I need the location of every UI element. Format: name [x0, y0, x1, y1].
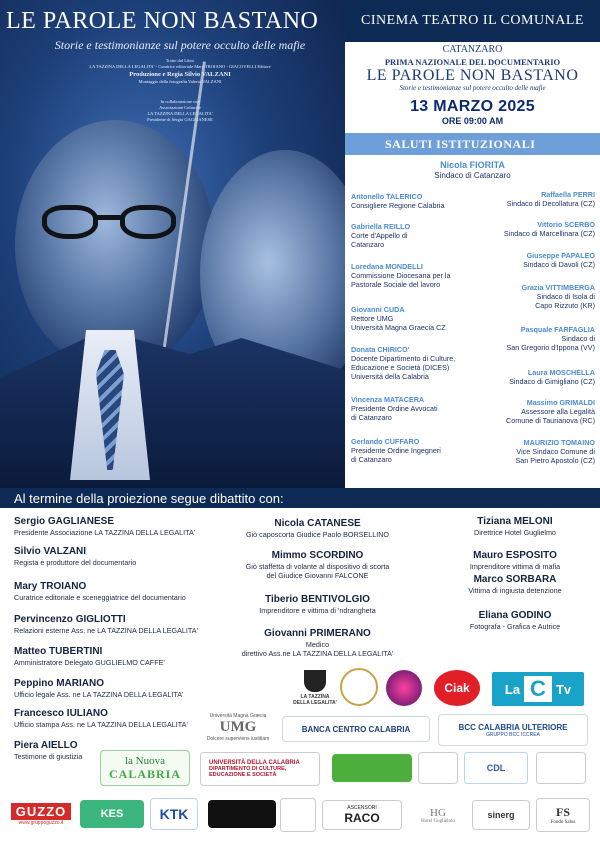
debate-person: Peppino MARIANO Ufficio legale Ass. ne LA TAZZINA DELLA LEGALITA': [14, 678, 184, 699]
lac-tv-logo: La C Tv: [492, 672, 584, 706]
guest-item: Laura MOSCHELLA Sindaco di Gimigliano (CZ): [509, 368, 595, 386]
guest-item: MAURIZIO TOMAINO Vice Sindaco Comune di San Pietro Apostolo (CZ): [515, 438, 595, 465]
cinema-name: CINEMA TEATRO IL COMUNALE: [345, 0, 600, 42]
debate-person: Mary TROIANO Curatrice editoriale e sceneggiatrice del documentario: [14, 581, 186, 602]
raco-logo: ASCENSORI RACO: [322, 800, 402, 830]
debate-person: Giovanni PRIMERANO Medico direttivo Ass.ne LA TAZZINA DELLA LEGALITA': [241, 628, 394, 658]
debate-person: Tiberio BENTIVOLGIO Imprenditore e vittima di 'ndrangheta: [259, 594, 376, 615]
dark-logo: [208, 800, 276, 828]
tazzina-logo: LA TAZZINA DELLA LEGALITA': [292, 666, 338, 710]
banca-centro-logo: BANCA CENTRO CALABRIA: [282, 716, 430, 742]
guest-item: Gerlando CUFFARO Presidente Ordine Ingegneri di Catanzaro: [351, 437, 441, 464]
debate-person: Eliana GODINO Fotografa - Grafica e Autrice: [469, 610, 561, 631]
guest-item: Loredana MONDELLI Commissione Diocesana per la Pastorale Sociale del lavoro: [351, 262, 451, 289]
credit-line: Produzione e Regia Silvio VALZANI: [129, 71, 231, 78]
guest-item: Giuseppe PAPALEO Sindaco di Davoli (CZ): [523, 251, 595, 269]
info-panel: [345, 0, 600, 488]
debate-person: Mauro ESPOSITO Imprenditore vittima di mafia: [469, 550, 561, 571]
guest-item: Raffaella PERRI Sindaco di Decollatura (CZ): [506, 190, 595, 208]
poster-credits: [60, 58, 300, 123]
saluti-heading: SALUTI ISTITUZIONALI: [345, 133, 600, 155]
guest-item: Massimo GRIMALDI Assessore alla Legalità Comune di Taurianova (RC): [506, 398, 595, 425]
poster-artwork: [0, 0, 345, 488]
debate-person: Matteo TUBERTINI Amministratore Delegato GUGLIELMO CAFFE': [14, 646, 165, 667]
fondo-salus-logo: FS Fondo Salus: [536, 798, 590, 832]
hotel-guglielmo-logo: HG Hotel Guglielmo: [421, 806, 455, 824]
guest-item: Gabriella REILLO Corte d'Appello di Catanzaro: [351, 222, 411, 249]
debate-person: Pervincenzo GIGLIOTTI Relazioni esterne Ass. ne LA TAZZINA DELLA LEGALITA': [14, 614, 198, 635]
guest-item: Antonello TALERICO Consigliere Regione Calabria: [351, 192, 445, 210]
credit-line: In collaborazione con: [160, 99, 200, 104]
sinergy-logo: sinerg: [472, 800, 530, 830]
guest-item: Vincenza MATACERA Presidente Ordine Avvocati di Catanzaro: [351, 395, 438, 422]
event-premiere: PRIMA NAZIONALE DEL DOCUMENTARIO: [384, 57, 561, 67]
cup-icon: [304, 670, 326, 692]
credit-line: Tratto dal Libro: [165, 58, 195, 63]
event-time: ORE 09:00 AM: [441, 116, 504, 126]
event-block: [345, 44, 600, 126]
seal-logo: [340, 668, 378, 706]
poster-subtitle: Storie e testimonianze sul potere occulto delle mafie: [54, 38, 306, 52]
event-city: CATANZARO: [442, 44, 503, 55]
credit-line: LA TAZZINA DELLA LEGALITA' - Curatrice editoriale Mary TROIANO - GIACOVELLI Editore: [89, 64, 271, 69]
debate-person: Marco SORBARA Vittima di ingiusta detenzione: [468, 574, 562, 595]
ciak-logo: Ciak: [434, 670, 480, 706]
debate-person: Tiziana MELONI Direttrice Hotel Guglielmo: [474, 516, 556, 537]
green-logo: [332, 754, 412, 782]
debate-person: Piera AIELLO Testimone di giustizia: [14, 740, 83, 761]
kes-logo: KES: [80, 800, 144, 828]
cdl-logo: CDL: [464, 752, 528, 784]
debate-person: Nicola CATANESE Giò caposcorta Giudice Paolo BORSELLINO: [245, 518, 390, 539]
event-title: LE PAROLE NON BASTANO: [366, 67, 579, 84]
unical-logo: UNIVERSITÀ DELLA CALABRIA DIPARTIMENTO DI CULTURE, EDUCAZIONE E SOCIETÀ: [200, 752, 320, 786]
guest-item: Donata CHIRICO' Docente Dipartimento di Culture, Educazione e Società (DICES) Università della Calabria: [351, 345, 456, 381]
cf-logo: [280, 798, 316, 832]
debate-person: Silvio VALZANI Regista e produttore del documentario: [14, 546, 137, 567]
small-logo-b: [536, 752, 586, 784]
bcc-logo: BCC CALABRIA ULTERIORE GRUPPO BCC ICCREA: [438, 714, 588, 746]
nuova-calabria-logo: la Nuova CALABRIA: [100, 750, 190, 786]
debate-person: Mimmo SCORDINO Giò staffetta di volante al dispositivo di scorta del Giudice Giovanni FALCONE: [245, 550, 390, 580]
debate-section: [0, 488, 600, 848]
small-logo-a: [418, 752, 458, 784]
round-logo: [386, 670, 422, 706]
credit-line: Associazione Culturale: [159, 105, 201, 110]
credit-line: LA TAZZINA DELLA LEGALITA': [147, 111, 213, 116]
debate-heading: Al termine della proiezione segue dibattito con:: [0, 488, 600, 508]
guest-mayor: Nicola FIORITA Sindaco di Catanzaro: [434, 160, 511, 180]
guest-item: Pasquale FARFAGLIA Sindaco di San Gregorio d'Ippona (VV): [506, 325, 595, 352]
credit-line: Presidente di Sergio GAGLIANESE: [147, 117, 213, 122]
umg-logo: Università Magna Græcia UMG Dolcere superviens iustitiam: [206, 712, 270, 742]
debate-person: Francesco IULIANO Ufficio stampa Ass. ne LA TAZZINA DELLA LEGALITA': [14, 708, 188, 729]
poster-title: LE PAROLE NON BASTANO: [6, 8, 319, 34]
guest-item: Giovanni CUDA Rettore UMG Università Magna Graecia CZ: [351, 305, 446, 332]
event-date: 13 MARZO 2025: [410, 98, 535, 115]
credit-line: Montaggio della fotografia Valerio VALZANI: [138, 79, 222, 84]
guest-item: Vittorio SCERBO Sindaco di Marcellinara (CZ): [503, 220, 595, 238]
debate-person: Sergio GAGLIANESE Presidente Associazione LA TAZZINA DELLA LEGALITA': [14, 516, 196, 537]
guest-item: Grazia VITTIMBERGA Sindaco di Isola di Capo Rizzuto (KR): [521, 283, 595, 310]
glasses-shape: [42, 205, 182, 241]
ktk-logo: KTK: [150, 798, 198, 830]
guzzo-logo: GUZZO www.gruppoguzzo.it: [8, 796, 74, 832]
event-subtitle: Storie e testimonianze sul potere occulto delle mafie: [399, 84, 546, 92]
